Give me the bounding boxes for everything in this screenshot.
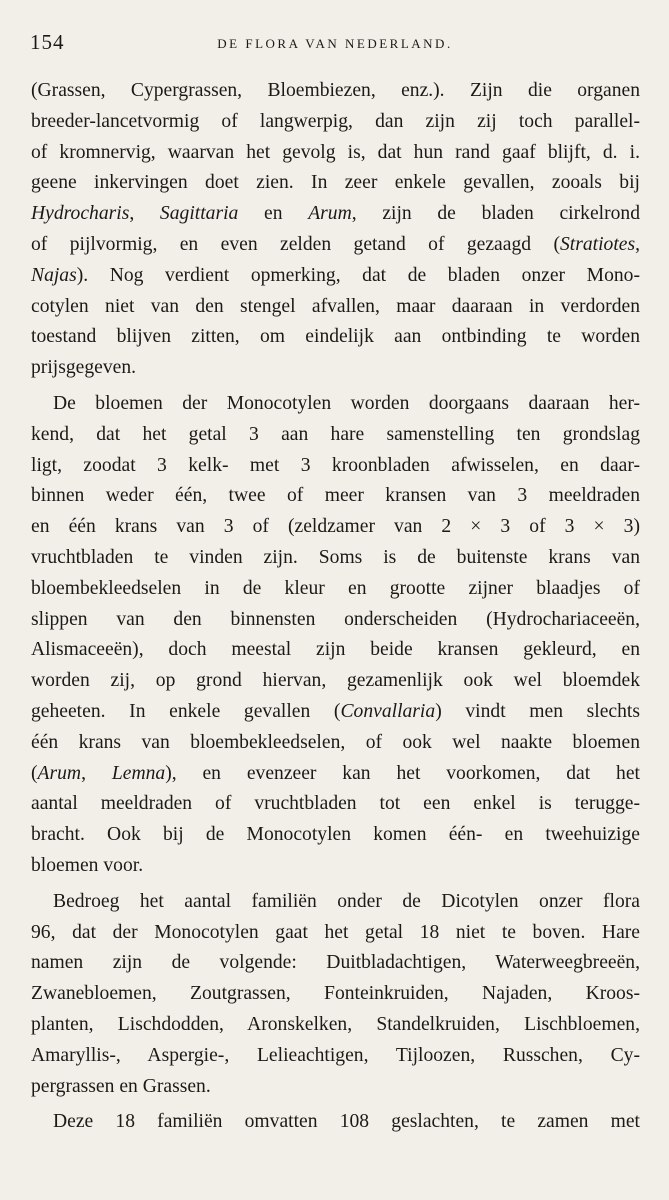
text-line <box>31 543 640 574</box>
text-run: bracht. Ook bij de Monocotylen komen één- en tweehuizige <box>31 824 640 846</box>
paragraph <box>31 1107 640 1138</box>
text-run: ), en evenzeer kan het voorkomen, dat het <box>165 762 640 784</box>
text-run: Bedroeg het aantal familiën onder de Dicotylen onzer flora <box>53 890 640 912</box>
text-line <box>31 199 640 230</box>
italic-term: Stratiotes <box>559 233 636 255</box>
text-line <box>31 820 640 851</box>
text-run: bloemen voor. <box>31 854 144 876</box>
text-run: Zwanebloemen, Zoutgrassen, Fonteinkruiden, Najaden, Kroos- <box>31 983 640 1005</box>
text-line <box>31 292 640 323</box>
text-run: Deze 18 familiën omvatten 108 geslachten, te zamen met <box>53 1111 640 1133</box>
text-run: , <box>81 762 112 784</box>
text-run: (Grassen, Cypergrassen, Bloembiezen, enz.). Zijn die organen <box>31 80 640 101</box>
paragraph <box>31 887 640 1103</box>
text-line <box>31 1010 640 1041</box>
paragraph <box>31 389 640 882</box>
text-line <box>31 574 640 605</box>
text-run: breeder-lancetvormig of langwerpig, dan zijn zij toch parallel- <box>31 110 640 132</box>
text-line <box>31 635 640 666</box>
italic-term: Sagittaria <box>159 203 239 225</box>
text-run: toestand blijven zitten, om eindelijk aan ontbinding te worden <box>31 326 640 348</box>
text-line <box>31 138 640 169</box>
text-run: planten, Lischdodden, Aronskelken, Standelkruiden, Lischbloemen, <box>31 1013 640 1035</box>
italic-term: Hydrocharis <box>31 203 130 225</box>
text-line <box>31 697 640 728</box>
text-line <box>31 789 640 820</box>
text-run: en één krans van 3 of (zeldzamer van 2 × 3 of 3 × 3) <box>31 516 640 538</box>
text-line <box>31 451 640 482</box>
italic-term: Arum <box>37 762 82 784</box>
text-run: ). Nog verdient opmerking, dat de bladen onzer Mono- <box>76 264 640 286</box>
text-run: 96, dat der Monocotylen gaat het getal 18 niet te boven. Hare <box>31 921 640 943</box>
page-number: 154 <box>30 30 65 54</box>
italic-term: Convallaria <box>340 700 436 722</box>
text-line <box>31 1072 640 1103</box>
text-run: vruchtbladen te vinden zijn. Soms is de buitenste krans van <box>31 546 640 568</box>
text-line <box>31 107 640 138</box>
text-line <box>31 918 640 949</box>
text-run: geheeten. In enkele gevallen ( <box>31 700 341 722</box>
text-run: cotylen niet van den stengel afvallen, maar daaraan in verdorden <box>31 295 640 317</box>
italic-term: Najas <box>31 264 77 286</box>
paragraph <box>31 76 640 384</box>
text-run: , <box>129 203 160 225</box>
text-run: geene inkervingen doet zien. In zeer enkele gevallen, zooals bij <box>31 172 640 194</box>
text-line <box>31 389 640 420</box>
text-line <box>31 420 640 451</box>
text-run: aantal meeldraden of vruchtbladen tot een enkel is terugge- <box>31 793 640 815</box>
text-run: binnen weder één, twee of meer kransen van 3 meeldraden <box>31 485 640 507</box>
text-line <box>31 728 640 759</box>
text-line <box>31 230 640 261</box>
body-text <box>31 76 640 1138</box>
text-run: namen zijn de volgende: Duitbladachtigen, Waterweegbreeën, <box>31 952 640 974</box>
text-line <box>31 261 640 292</box>
text-line <box>31 353 640 384</box>
text-line <box>31 1041 640 1072</box>
text-run: , <box>635 233 640 255</box>
text-line <box>31 948 640 979</box>
text-line <box>31 1107 640 1138</box>
text-run: bloembekleedselen in de kleur en grootte zijner blaadjes of <box>31 577 640 599</box>
text-run: prijsgegeven. <box>31 357 137 379</box>
text-run: , zijn de bladen cirkelrond <box>351 203 640 225</box>
text-line <box>31 76 640 107</box>
text-run: één krans van bloembekleedselen, of ook wel naakte bloemen <box>31 731 640 753</box>
text-run: slippen van den binnensten onderscheiden (Hydrochariaceeën, <box>31 608 640 630</box>
text-run: Alismaceeën), doch meestal zijn beide kransen gekleurd, en <box>31 639 640 661</box>
italic-term: Lemna <box>111 762 166 784</box>
text-line <box>31 979 640 1010</box>
text-run: ligt, zoodat 3 kelk- met 3 kroonbladen afwisselen, en daar- <box>31 454 640 476</box>
text-line <box>31 887 640 918</box>
text-line <box>31 481 640 512</box>
text-run: ( <box>31 762 38 784</box>
text-line <box>31 851 640 882</box>
text-line <box>31 605 640 636</box>
italic-term: Arum <box>308 203 352 225</box>
text-line <box>31 168 640 199</box>
text-run: ) vindt men slechts <box>435 700 640 722</box>
text-run: worden zij, op grond hiervan, gezamenlijk ook wel bloemdek <box>31 670 640 692</box>
text-line <box>31 666 640 697</box>
text-run: kend, dat het getal 3 aan hare samenstelling ten grondslag <box>31 423 640 445</box>
text-line <box>31 322 640 353</box>
text-run: en <box>238 203 309 225</box>
page-header <box>30 30 640 60</box>
text-line <box>31 759 640 790</box>
text-line <box>31 512 640 543</box>
running-title: DE FLORA VAN NEDERLAND. <box>217 36 453 51</box>
text-run: pergrassen en Grassen. <box>31 1075 211 1097</box>
text-run: De bloemen der Monocotylen worden doorgaans daaraan her- <box>53 392 640 414</box>
text-run: of kromnervig, waarvan het gevolg is, dat hun rand gaaf blijft, d. i. <box>31 141 640 163</box>
text-run: Amaryllis-, Aspergie-, Lelieachtigen, Tijloozen, Russchen, Cy- <box>31 1044 640 1066</box>
text-run: of pijlvormig, en even zelden getand of gezaagd ( <box>31 233 560 255</box>
